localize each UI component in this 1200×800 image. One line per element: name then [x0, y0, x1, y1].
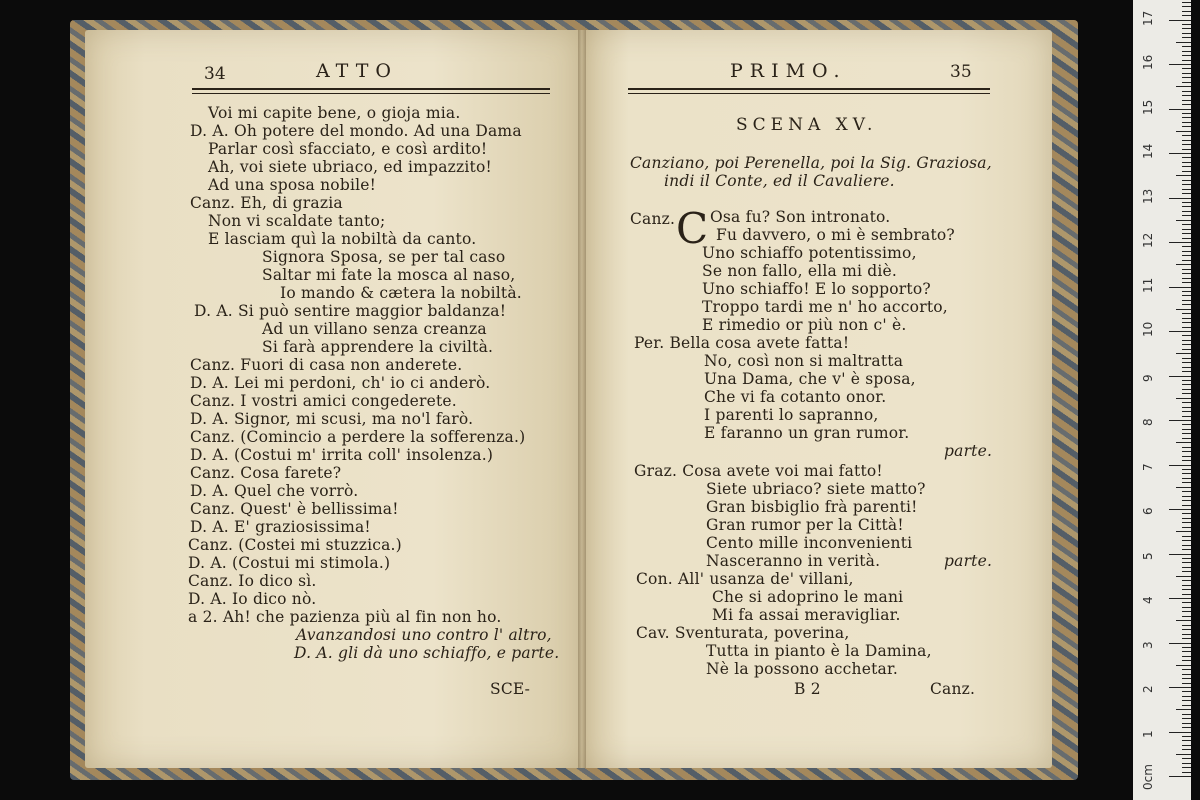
- ruler-tick: [1176, 309, 1191, 310]
- ruler-tick: [1176, 531, 1191, 532]
- ruler-tick: [1182, 696, 1191, 697]
- ruler-tick: [1182, 251, 1191, 252]
- ruler-tick: [1169, 687, 1191, 688]
- ruler-tick: [1182, 660, 1191, 661]
- drop-cap: C: [676, 204, 709, 253]
- speaker-label: Canz.: [630, 210, 676, 228]
- ruler-tick: [1169, 198, 1191, 199]
- ruler-number: 16: [1141, 54, 1155, 70]
- ruler-tick: [1176, 620, 1191, 621]
- right-catchword: Canz.: [930, 680, 976, 698]
- right-line: E faranno un gran rumor.: [704, 424, 910, 442]
- ruler-tick: [1182, 233, 1191, 234]
- ruler-tick: [1182, 683, 1191, 684]
- left-catchword: SCE-: [490, 680, 531, 698]
- right-line: Nè la possono acchetar.: [706, 660, 898, 678]
- left-line: D. A. (Costui mi stimola.): [188, 554, 391, 572]
- ruler-tick: [1182, 24, 1191, 25]
- left-line: Canz. Io dico sì.: [188, 572, 317, 590]
- ruler-tick: [1182, 647, 1191, 648]
- ruler-tick: [1182, 6, 1191, 7]
- right-header-rule: [628, 88, 990, 94]
- ruler-tick: [1182, 749, 1191, 750]
- ruler-tick: [1182, 393, 1191, 394]
- ruler-tick: [1182, 625, 1191, 626]
- ruler-tick: [1169, 242, 1191, 243]
- ruler-tick: [1182, 291, 1191, 292]
- ruler-tick: [1182, 580, 1191, 581]
- ruler-tick: [1182, 562, 1191, 563]
- ruler-tick: [1182, 411, 1191, 412]
- ruler-tick: [1169, 153, 1191, 154]
- right-line: Fu davvero, o mi è sembrato?: [716, 226, 955, 244]
- ruler-unit-label: 0cm: [1141, 764, 1155, 790]
- ruler-tick: [1182, 73, 1191, 74]
- ruler-tick: [1182, 718, 1191, 719]
- right-line: Cento mille inconvenienti: [706, 534, 913, 552]
- ruler-tick: [1182, 117, 1191, 118]
- ruler-tick: [1182, 736, 1191, 737]
- ruler-tick: [1182, 669, 1191, 670]
- scale-ruler: [1133, 0, 1191, 800]
- ruler-tick: [1176, 442, 1191, 443]
- ruler-tick: [1182, 705, 1191, 706]
- ruler-tick: [1182, 571, 1191, 572]
- ruler-tick: [1169, 420, 1191, 421]
- ruler-tick: [1182, 157, 1191, 158]
- ruler-tick: [1182, 638, 1191, 639]
- right-line: Siete ubriaco? siete matto?: [706, 480, 926, 498]
- ruler-tick: [1182, 745, 1191, 746]
- ruler-tick: [1182, 674, 1191, 675]
- ruler-tick: [1182, 402, 1191, 403]
- ruler-tick: [1176, 175, 1191, 176]
- ruler-tick: [1182, 300, 1191, 301]
- ruler-tick: [1182, 189, 1191, 190]
- ruler-tick: [1182, 135, 1191, 136]
- ruler-tick: [1182, 438, 1191, 439]
- ruler-tick: [1182, 513, 1191, 514]
- signature-mark: B 2: [794, 680, 821, 698]
- left-line: Ad un villano senza creanza: [262, 320, 487, 338]
- ruler-tick: [1182, 549, 1191, 550]
- ruler-tick: [1182, 758, 1191, 759]
- left-line: Signora Sposa, se per tal caso: [262, 248, 506, 266]
- ruler-tick: [1182, 714, 1191, 715]
- ruler-tick: [1169, 109, 1191, 110]
- ruler-tick: [1182, 2, 1191, 3]
- left-line-italic: D. A. gli dà uno schiaffo, e parte.: [294, 644, 560, 662]
- ruler-number: 13: [1141, 188, 1155, 204]
- ruler-tick: [1182, 349, 1191, 350]
- left-line: Voi mi capite bene, o gioja mia.: [208, 104, 461, 122]
- right-line: Per. Bella cosa avete fatta!: [634, 334, 850, 352]
- ruler-tick: [1182, 224, 1191, 225]
- ruler-tick: [1176, 487, 1191, 488]
- ruler-number: 17: [1141, 10, 1155, 26]
- right-page-number: 35: [950, 62, 972, 82]
- ruler-tick: [1182, 527, 1191, 528]
- ruler-tick: [1182, 91, 1191, 92]
- left-line: E lasciam quì la nobiltà da canto.: [208, 230, 477, 248]
- ruler-tick: [1182, 433, 1191, 434]
- exit-direction: parte.: [944, 442, 993, 460]
- ruler-tick: [1169, 64, 1191, 65]
- ruler-tick: [1182, 46, 1191, 47]
- ruler-tick: [1182, 37, 1191, 38]
- ruler-tick: [1182, 166, 1191, 167]
- ruler-tick: [1182, 478, 1191, 479]
- stage-direction: Canziano, poi Perenella, poi la Sig. Graziosa,: [630, 154, 992, 172]
- ruler-tick: [1182, 140, 1191, 141]
- left-line: Canz. I vostri amici congederete.: [190, 392, 457, 410]
- book-gutter: [578, 30, 586, 768]
- ruler-tick: [1169, 465, 1191, 466]
- ruler-tick: [1182, 389, 1191, 390]
- ruler-tick: [1169, 643, 1191, 644]
- left-line: Si farà apprendere la civiltà.: [262, 338, 494, 356]
- ruler-tick: [1182, 278, 1191, 279]
- ruler-tick: [1182, 95, 1191, 96]
- right-line: E rimedio or più non c' è.: [702, 316, 907, 334]
- ruler-tick: [1182, 589, 1191, 590]
- ruler-tick: [1182, 171, 1191, 172]
- ruler-number: 10: [1141, 321, 1155, 337]
- ruler-tick: [1182, 246, 1191, 247]
- ruler-tick: [1182, 193, 1191, 194]
- ruler-number: 15: [1141, 99, 1155, 115]
- ruler-tick: [1176, 353, 1191, 354]
- right-line: Gran bisbiglio frà parenti!: [706, 498, 918, 516]
- ruler-tick: [1182, 518, 1191, 519]
- ruler-number: 6: [1141, 507, 1155, 515]
- ruler-tick: [1169, 776, 1191, 777]
- ruler-tick: [1182, 28, 1191, 29]
- right-line: Uno schiaffo potentissimo,: [702, 244, 917, 262]
- ruler-tick: [1182, 15, 1191, 16]
- ruler-tick: [1182, 380, 1191, 381]
- ruler-tick: [1182, 273, 1191, 274]
- ruler-tick: [1182, 500, 1191, 501]
- ruler-tick: [1182, 11, 1191, 12]
- ruler-tick: [1182, 460, 1191, 461]
- ruler-tick: [1182, 77, 1191, 78]
- ruler-tick: [1182, 740, 1191, 741]
- ruler-tick: [1182, 358, 1191, 359]
- ruler-tick: [1182, 180, 1191, 181]
- ruler-number: 12: [1141, 232, 1155, 248]
- left-line: D. A. Lei mi perdoni, ch' io ci anderò.: [190, 374, 491, 392]
- ruler-tick: [1182, 313, 1191, 314]
- ruler-tick: [1169, 331, 1191, 332]
- right-line: Con. All' usanza de' villani,: [636, 570, 854, 588]
- ruler-tick: [1182, 545, 1191, 546]
- ruler-tick: [1176, 220, 1191, 221]
- left-line: Saltar mi fate la mosca al naso,: [262, 266, 516, 284]
- left-line: Ad una sposa nobile!: [208, 176, 377, 194]
- ruler-tick: [1182, 723, 1191, 724]
- ruler-tick: [1169, 732, 1191, 733]
- ruler-tick: [1182, 206, 1191, 207]
- ruler-tick: [1182, 456, 1191, 457]
- ruler-tick: [1182, 767, 1191, 768]
- ruler-tick: [1182, 82, 1191, 83]
- ruler-tick: [1182, 371, 1191, 372]
- left-line: Canz. Quest' è bellissima!: [190, 500, 399, 518]
- ruler-tick: [1182, 122, 1191, 123]
- ruler-tick: [1182, 211, 1191, 212]
- left-page-number: 34: [204, 64, 226, 84]
- left-line: D. A. Si può sentire maggior baldanza!: [194, 302, 507, 320]
- right-line: Uno schiaffo! E lo sopporto?: [702, 280, 931, 298]
- ruler-tick: [1182, 491, 1191, 492]
- ruler-tick: [1176, 398, 1191, 399]
- scene-title: SCENA XV.: [736, 115, 878, 135]
- left-line: Io mando & cætera la nobiltà.: [280, 284, 522, 302]
- ruler-tick: [1182, 656, 1191, 657]
- ruler-number: 2: [1141, 685, 1155, 693]
- ruler-tick: [1182, 536, 1191, 537]
- ruler-tick: [1176, 754, 1191, 755]
- ruler-tick: [1176, 264, 1191, 265]
- ruler-tick: [1182, 447, 1191, 448]
- ruler-tick: [1182, 282, 1191, 283]
- ruler-tick: [1182, 318, 1191, 319]
- right-line: Una Dama, che v' è sposa,: [704, 370, 916, 388]
- ruler-tick: [1182, 678, 1191, 679]
- ruler-tick: [1182, 60, 1191, 61]
- ruler-tick: [1182, 634, 1191, 635]
- left-line: a 2. Ah! che pazienza più al fin non ho.: [188, 608, 502, 626]
- ruler-tick: [1182, 567, 1191, 568]
- exit-direction: parte.: [944, 552, 993, 570]
- left-line: D. A. (Costui m' irrita coll' insolenza.): [190, 446, 494, 464]
- ruler-tick: [1182, 505, 1191, 506]
- right-line: Cav. Sventurata, poverina,: [636, 624, 850, 642]
- ruler-tick: [1182, 33, 1191, 34]
- ruler-tick: [1176, 665, 1191, 666]
- ruler-tick: [1182, 126, 1191, 127]
- ruler-tick: [1182, 429, 1191, 430]
- left-line: Parlar così sfacciato, e così ardito!: [208, 140, 488, 158]
- right-line: Osa fu? Son intronato.: [710, 208, 891, 226]
- left-line: D. A. Oh potere del mondo. Ad una Dama: [190, 122, 522, 140]
- ruler-tick: [1182, 607, 1191, 608]
- ruler-tick: [1182, 700, 1191, 701]
- ruler-number: 8: [1141, 418, 1155, 426]
- ruler-tick: [1182, 162, 1191, 163]
- right-line: I parenti lo sapranno,: [704, 406, 879, 424]
- ruler-tick: [1182, 482, 1191, 483]
- right-line: Nasceranno in verità.: [706, 552, 881, 570]
- right-line: Gran rumor per la Città!: [706, 516, 904, 534]
- ruler-tick: [1182, 229, 1191, 230]
- ruler-number: 1: [1141, 729, 1155, 738]
- ruler-tick: [1182, 611, 1191, 612]
- right-line: Se non fallo, ella mi diè.: [702, 262, 898, 280]
- left-line: D. A. E' graziosissima!: [190, 518, 371, 536]
- ruler-tick: [1169, 376, 1191, 377]
- right-line: Tutta in pianto è la Damina,: [706, 642, 932, 660]
- ruler-tick: [1182, 269, 1191, 270]
- left-line: D. A. Io dico nò.: [188, 590, 317, 608]
- ruler-tick: [1182, 238, 1191, 239]
- ruler-tick: [1169, 598, 1191, 599]
- ruler-tick: [1182, 651, 1191, 652]
- ruler-tick: [1182, 424, 1191, 425]
- ruler-tick: [1182, 727, 1191, 728]
- ruler-tick: [1182, 215, 1191, 216]
- ruler-number: 5: [1141, 551, 1155, 560]
- ruler-tick: [1182, 260, 1191, 261]
- ruler-tick: [1182, 629, 1191, 630]
- ruler-number: 7: [1141, 462, 1155, 471]
- ruler-tick: [1182, 367, 1191, 368]
- ruler-tick: [1182, 55, 1191, 56]
- ruler-tick: [1182, 522, 1191, 523]
- right-line: No, così non si maltratta: [704, 352, 904, 370]
- ruler-tick: [1182, 255, 1191, 256]
- left-line: D. A. Quel che vorrò.: [190, 482, 359, 500]
- ruler-tick: [1182, 100, 1191, 101]
- ruler-tick: [1182, 496, 1191, 497]
- right-line: Troppo tardi me n' ho accorto,: [702, 298, 948, 316]
- left-line: Canz. (Comincio a perdere la sofferenza.): [190, 428, 526, 446]
- left-header-rule: [192, 88, 550, 94]
- left-line-italic: Avanzandosi uno contro l' altro,: [296, 626, 552, 644]
- ruler-tick: [1176, 576, 1191, 577]
- ruler-number: 3: [1141, 640, 1155, 649]
- ruler-tick: [1176, 131, 1191, 132]
- left-running-head: ATTO: [316, 60, 398, 82]
- ruler-tick: [1182, 304, 1191, 305]
- left-line: Non vi scaldate tanto;: [208, 212, 386, 230]
- ruler-tick: [1182, 451, 1191, 452]
- stage-direction: indi il Conte, ed il Cavaliere.: [664, 172, 895, 190]
- ruler-tick: [1182, 184, 1191, 185]
- ruler-tick: [1182, 335, 1191, 336]
- ruler-tick: [1176, 86, 1191, 87]
- ruler-number: 11: [1141, 277, 1155, 293]
- ruler-number: 9: [1141, 373, 1155, 382]
- ruler-number: 14: [1141, 143, 1155, 159]
- ruler-tick: [1182, 473, 1191, 474]
- ruler-tick: [1182, 68, 1191, 69]
- ruler-tick: [1182, 416, 1191, 417]
- ruler-tick: [1182, 602, 1191, 603]
- ruler-tick: [1182, 144, 1191, 145]
- left-line: Canz. Fuori di casa non anderete.: [190, 356, 463, 374]
- ruler-tick: [1182, 594, 1191, 595]
- left-line: D. A. Signor, mi scusi, ma no'l farò.: [190, 410, 474, 428]
- ruler-tick: [1182, 558, 1191, 559]
- ruler-tick: [1182, 691, 1191, 692]
- ruler-tick: [1169, 509, 1191, 510]
- ruler-tick: [1182, 322, 1191, 323]
- right-line: Graz. Cosa avete voi mai fatto!: [634, 462, 883, 480]
- ruler-tick: [1182, 362, 1191, 363]
- ruler-tick: [1176, 709, 1191, 710]
- ruler-tick: [1169, 20, 1191, 21]
- left-line: Canz. Eh, di grazia: [190, 194, 343, 212]
- ruler-tick: [1182, 113, 1191, 114]
- ruler-tick: [1169, 287, 1191, 288]
- ruler-tick: [1182, 469, 1191, 470]
- ruler-tick: [1169, 554, 1191, 555]
- ruler-number: 4: [1141, 596, 1155, 604]
- ruler-tick: [1182, 327, 1191, 328]
- ruler-tick: [1182, 772, 1191, 773]
- left-line: Ah, voi siete ubriaco, ed impazzito!: [208, 158, 492, 176]
- left-line: Canz. Cosa farete?: [190, 464, 342, 482]
- ruler-tick: [1182, 202, 1191, 203]
- ruler-tick: [1182, 384, 1191, 385]
- ruler-tick: [1182, 585, 1191, 586]
- ruler-tick: [1182, 763, 1191, 764]
- ruler-tick: [1182, 51, 1191, 52]
- ruler-tick: [1182, 407, 1191, 408]
- left-line: Canz. (Costei mi stuzzica.): [188, 536, 402, 554]
- ruler-tick: [1182, 540, 1191, 541]
- right-line: Che vi fa cotanto onor.: [704, 388, 887, 406]
- ruler-tick: [1182, 616, 1191, 617]
- ruler-tick: [1182, 344, 1191, 345]
- ruler-tick: [1176, 42, 1191, 43]
- ruler-tick: [1182, 295, 1191, 296]
- ruler-tick: [1182, 340, 1191, 341]
- right-running-head: PRIMO.: [730, 60, 847, 82]
- right-line: Mi fa assai meravigliar.: [712, 606, 901, 624]
- ruler-tick: [1182, 104, 1191, 105]
- ruler-tick: [1182, 149, 1191, 150]
- right-line: Che si adoprino le mani: [712, 588, 904, 606]
